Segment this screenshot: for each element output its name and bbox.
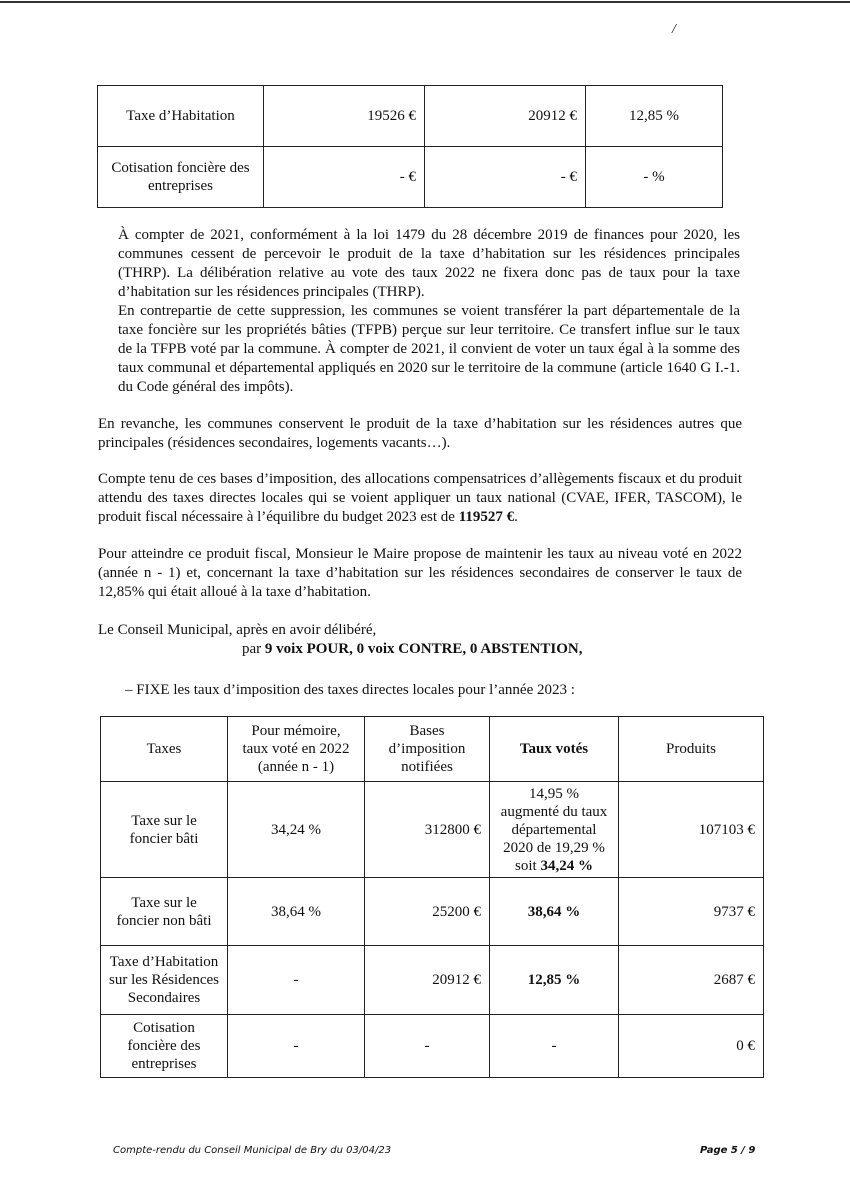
header-line: Pour mémoire,	[251, 723, 341, 739]
table-row	[101, 946, 764, 1015]
row-label	[101, 1015, 228, 1078]
header-memoire	[228, 717, 365, 782]
paragraph-council: Le Conseil Municipal, après en avoir délibéré,	[98, 622, 377, 638]
label-line: Taxe sur le	[131, 894, 197, 911]
table-cell: - %	[586, 147, 723, 208]
cell-bases: 20912 €	[365, 946, 490, 1015]
label-line: sur les Résidences	[109, 972, 219, 988]
taux-final: 34,24 %	[540, 857, 593, 874]
previous-rates-table	[97, 85, 723, 208]
taux-line: soit	[515, 857, 541, 874]
page-number: Page 5 / 9	[700, 1145, 756, 1156]
paragraph-residences: En revanche, les communes conservent le produit de la taxe d’habitation sur les résidences autres que principales (résidences secondaires, logements vacants…).	[98, 416, 742, 451]
header-line: notifiées	[401, 759, 453, 775]
taux-line: 14,95 %	[529, 785, 579, 802]
taux-line: départemental	[511, 821, 597, 838]
label-line: Cotisation	[133, 1020, 195, 1036]
cell-produits: 9737 €	[619, 878, 764, 946]
header-line: d’imposition	[388, 741, 466, 757]
table-header-row	[101, 717, 764, 782]
table-row	[101, 782, 764, 878]
vote-counts: 9 voix POUR, 0 voix CONTRE, 0 ABSTENTION,	[264, 641, 583, 657]
pen-mark: /	[672, 22, 676, 37]
cell-bases: -	[365, 1015, 490, 1078]
header-taxes: Taxes	[101, 717, 228, 782]
cell-taux: -	[490, 1015, 619, 1078]
cell-bases: 25200 €	[365, 878, 490, 946]
cell-produits: 2687 €	[619, 946, 764, 1015]
top-border-line	[0, 1, 850, 3]
cell-bases: 312800 €	[365, 782, 490, 878]
row-label	[101, 946, 228, 1015]
table-cell: 12,85 %	[586, 86, 723, 147]
vote-prefix: par	[242, 641, 265, 657]
table-row	[98, 147, 723, 208]
table-cell: 20912 €	[425, 86, 586, 147]
paragraph-text: .	[514, 509, 518, 525]
header-produits: Produits	[619, 717, 764, 782]
cell-memoire: 34,24 %	[228, 782, 365, 878]
label-line: Taxe d’Habitation	[109, 954, 219, 970]
row-label	[101, 782, 228, 878]
cell-taux: 38,64 %	[490, 878, 619, 946]
header-bases	[365, 717, 490, 782]
table-row	[101, 878, 764, 946]
table-cell-label: Cotisation foncière des entreprises	[98, 147, 264, 208]
paragraph-text: Compte tenu de ces bases d’imposition, des allocations compensatrices d’allègements fiscaux et du produit attendu des taxes directes locales qui se voient appliquer un taux national (CVAE, IFER, TASCOM), le produit fiscal nécessaire à l’équilibre du budget 2023 est de	[98, 471, 742, 525]
row-label	[101, 878, 228, 946]
fixe-item: – FIXE les taux d’imposition des taxes directes locales pour l’année 2023 :	[125, 682, 575, 698]
paragraph-proposal: Pour atteindre ce produit fiscal, Monsieur le Maire propose de maintenir les taux au niveau voté en 2022 (année n - 1) et, concernant la taxe d’habitation sur les résidences secondaires de conserver le taux de 12,85% qui était alloué à la taxe d’habitation.	[98, 546, 742, 600]
header-line: taux voté en 2022	[242, 741, 350, 757]
table-cell-label: Taxe d’Habitation	[98, 86, 264, 147]
cell-produits: 0 €	[619, 1015, 764, 1078]
label-line: entreprises	[131, 1056, 197, 1072]
table-cell: - €	[264, 147, 425, 208]
label-line: foncière des	[127, 1038, 201, 1054]
footer-title: Compte-rendu du Conseil Municipal de Bry du 03/04/23	[113, 1145, 392, 1156]
label-line: Taxe sur le	[131, 812, 197, 829]
table-cell: 19526 €	[264, 86, 425, 147]
table-cell: - €	[425, 147, 586, 208]
cell-produits: 107103 €	[619, 782, 764, 878]
paragraph-thrp: À compter de 2021, conformément à la loi 1479 du 28 décembre 2019 de finances pour 2020, les communes cessent de percevoir le produit de la taxe d’habitation sur les résidences principales (THRP). La délibération relative au vote des taux 2022 ne fixera donc pas de taux pour la taxe d’habitation sur les résidences principales (THRP).	[118, 227, 740, 300]
table-row	[101, 1015, 764, 1078]
paragraph-produit-fiscal	[98, 470, 742, 527]
taux-line: 2020 de 19,29 %	[503, 839, 605, 856]
header-line: Bases	[409, 723, 445, 739]
header-taux: Taux votés	[490, 717, 619, 782]
produit-fiscal-amount: 119527 €	[458, 509, 515, 525]
cell-taux: 12,85 %	[490, 946, 619, 1015]
tax-rates-2023-table	[100, 716, 764, 1078]
cell-memoire: -	[228, 1015, 365, 1078]
label-line: Secondaires	[127, 990, 201, 1006]
vote-result	[242, 640, 762, 659]
table-row	[98, 86, 723, 147]
cell-memoire: 38,64 %	[228, 878, 365, 946]
header-line: (année n - 1)	[257, 759, 335, 775]
cell-memoire: -	[228, 946, 365, 1015]
label-line: foncier bâti	[129, 830, 199, 847]
label-line: foncier non bâti	[116, 912, 212, 929]
cell-taux	[490, 782, 619, 878]
paragraph-tfpb: En contrepartie de cette suppression, les communes se voient transférer la part départementale de la taxe foncière sur les propriétés bâties (TFPB) perçue sur leur territoire. Ce transfert influe sur le taux de la TFPB voté par la commune. À compter de 2021, il convient de voter un taux égal à la somme des taux communal et départemental appliqués en 2020 sur le territoire de la commune (article 1640 G I.-1. du Code général des impôts).	[118, 303, 740, 395]
taux-line: augmenté du taux	[500, 803, 608, 820]
